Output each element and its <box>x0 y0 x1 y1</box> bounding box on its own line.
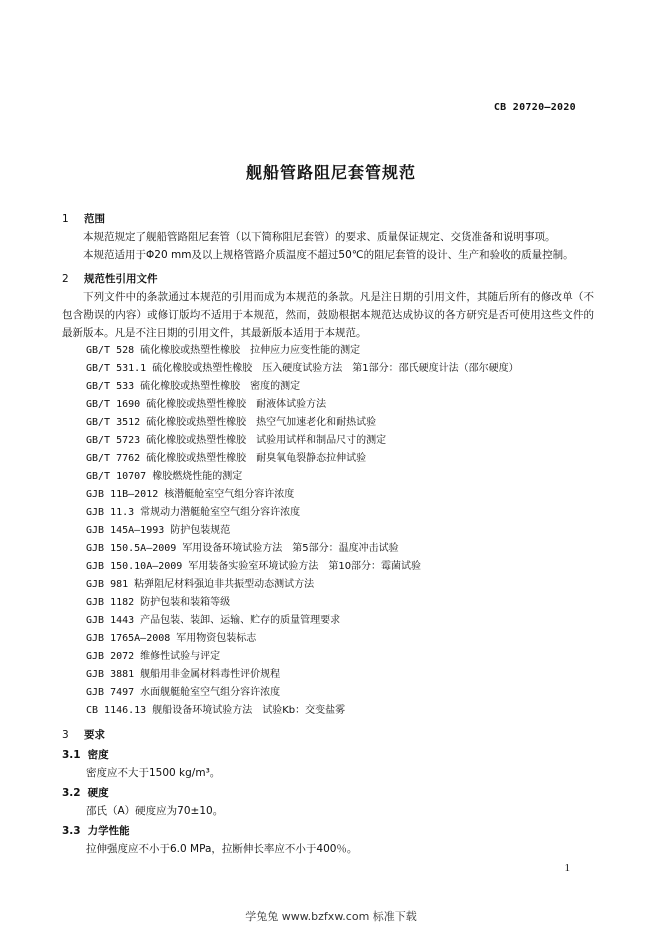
reference-item <box>86 342 594 360</box>
reference-item <box>86 414 594 432</box>
scope-paragraph-1: 本规范规定了舰船管路阻尼套管（以下简称阻尼套管）的要求、质量保证规定、交货准备和说明事项。 <box>83 231 556 243</box>
reference-code: GJB 1765A—2008 <box>86 633 171 644</box>
subsection-3-3-number: 3.3 <box>62 825 81 837</box>
reference-code: CB 1146.13 <box>86 705 147 716</box>
reference-title: 常规动力潜艇舱室空气组分容许浓度 <box>140 507 301 518</box>
reference-title: 硫化橡胶或热塑性橡胶 压入硬度试验方法 第1部分：邵氏硬度计法（邵尔硬度） <box>152 363 519 374</box>
reference-title: 核潜艇舱室空气组分容许浓度 <box>164 489 295 500</box>
reference-title: 水面舰艇舱室空气组分容许浓度 <box>140 687 281 698</box>
document-body <box>62 208 594 858</box>
reference-title: 军用物资包装标志 <box>176 633 257 644</box>
reference-code: GB/T 528 <box>86 345 135 356</box>
subsection-3-1-title: 密度 <box>87 749 109 761</box>
subsection-3-1-number: 3.1 <box>62 749 81 761</box>
reference-code: GJB 1182 <box>86 597 135 608</box>
reference-code: GJB 7497 <box>86 687 135 698</box>
reference-item <box>86 540 594 558</box>
reference-code: GB/T 1690 <box>86 399 141 410</box>
scope-paragraph-2: 本规范适用于Φ20 mm及以上规格管路介质温度不超过50℃的阻尼套管的设计、生产和验收的质量控制。 <box>83 249 574 261</box>
reference-item <box>86 594 594 612</box>
reference-code: GB/T 7762 <box>86 453 141 464</box>
reference-title: 橡胶燃烧性能的测定 <box>152 471 243 482</box>
reference-item <box>86 432 594 450</box>
page-number: 1 <box>564 862 570 874</box>
reference-code: GB/T 10707 <box>86 471 147 482</box>
reference-item <box>86 684 594 702</box>
reference-item <box>86 702 594 720</box>
reference-code: GJB 1443 <box>86 615 135 626</box>
reference-title: 舰船用非金属材料毒性评价规程 <box>140 669 281 680</box>
section-3-title: 要求 <box>84 729 105 741</box>
section-1-heading <box>62 210 594 228</box>
reference-item <box>86 558 594 576</box>
reference-code: GB/T 533 <box>86 381 135 392</box>
reference-title: 军用设备环境试验方法 第5部分：温度冲击试验 <box>182 543 399 554</box>
reference-title: 硫化橡胶或热塑性橡胶 耐液体试验方法 <box>146 399 327 410</box>
reference-item <box>86 576 594 594</box>
document-title: 舰船管路阻尼套管规范 <box>245 163 416 182</box>
subsection-3-2-title: 硬度 <box>87 787 109 799</box>
reference-code: GB/T 5723 <box>86 435 141 446</box>
reference-title: 硫化橡胶或热塑性橡胶 拉伸应力应变性能的测定 <box>140 345 361 356</box>
reference-code: GJB 981 <box>86 579 129 590</box>
reference-code: GB/T 531.1 <box>86 363 147 374</box>
reference-item <box>86 468 594 486</box>
reference-item <box>86 666 594 684</box>
reference-title: 防护包装规范 <box>170 525 231 536</box>
reference-title: 粘弹阻尼材料强迫非共振型动态测试方法 <box>134 579 315 590</box>
reference-item <box>86 396 594 414</box>
reference-code: GJB 3881 <box>86 669 135 680</box>
section-2-title: 规范性引用文件 <box>84 273 158 285</box>
section-3-heading <box>62 726 594 744</box>
mechanical-requirement: 拉伸强度应不小于6.0 MPa，拉断伸长率应不小于400％。 <box>86 843 358 855</box>
reference-title: 维修性试验与评定 <box>140 651 221 662</box>
section-1-number: 1 <box>62 213 69 225</box>
footer-watermark[interactable]: 学兔兔 www.bzfxw.com 标准下载 <box>245 910 417 923</box>
reference-item <box>86 648 594 666</box>
reference-title: 硫化橡胶或热塑性橡胶 试验用试样和制品尺寸的测定 <box>146 435 387 446</box>
reference-title: 硫化橡胶或热塑性橡胶 耐臭氧龟裂静态拉伸试验 <box>146 453 367 464</box>
reference-title: 硫化橡胶或热塑性橡胶 密度的测定 <box>140 381 301 392</box>
reference-code: GJB 11B—2012 <box>86 489 159 500</box>
section-1-title: 范围 <box>84 213 105 225</box>
reference-item <box>86 504 594 522</box>
reference-code: GJB 150.10A—2009 <box>86 561 183 572</box>
reference-code: GB/T 3512 <box>86 417 141 428</box>
reference-item <box>86 630 594 648</box>
reference-title: 军用装备实验室环境试验方法 第10部分：霉菌试验 <box>188 561 422 572</box>
reference-title: 防护包装和装箱等级 <box>140 597 231 608</box>
subsection-3-3-heading <box>62 822 594 840</box>
references-intro: 下列文件中的条款通过本规范的引用而成为本规范的条款。凡是注日期的引用文件，其随后所有的修改单（不包含勘误的内容）或修订版均不适用于本规范，然而，鼓励根据本规范达成协议的各方研究是否可使用这些文件的最新版本。凡是不注日期的引用文件，其最新版本适用于本规范。 <box>62 291 594 339</box>
reference-item <box>86 378 594 396</box>
hardness-requirement: 邵氏（A）硬度应为70±10。 <box>86 805 224 817</box>
reference-item <box>86 360 594 378</box>
reference-code: GJB 2072 <box>86 651 135 662</box>
reference-code: GJB 150.5A—2009 <box>86 543 177 554</box>
subsection-3-1-heading <box>62 746 594 764</box>
reference-item <box>86 450 594 468</box>
reference-item <box>86 486 594 504</box>
density-requirement: 密度应不大于1500 kg/m³。 <box>86 767 221 779</box>
reference-title: 产品包装、装卸、运输、贮存的质量管理要求 <box>140 615 341 626</box>
subsection-3-3-title: 力学性能 <box>87 825 130 837</box>
standard-number: CB 20720—2020 <box>493 102 576 113</box>
reference-title: 舰船设备环境试验方法 试验Kb：交变盐雾 <box>152 705 346 716</box>
reference-code: GJB 145A—1993 <box>86 525 165 536</box>
section-3-number: 3 <box>62 729 69 741</box>
reference-item <box>86 522 594 540</box>
reference-item <box>86 612 594 630</box>
subsection-3-2-number: 3.2 <box>62 787 81 799</box>
section-2-heading <box>62 270 594 288</box>
reference-code: GJB 11.3 <box>86 507 135 518</box>
reference-title: 硫化橡胶或热塑性橡胶 热空气加速老化和耐热试验 <box>146 417 377 428</box>
section-2-number: 2 <box>62 273 69 285</box>
reference-list <box>62 342 594 720</box>
subsection-3-2-heading <box>62 784 594 802</box>
